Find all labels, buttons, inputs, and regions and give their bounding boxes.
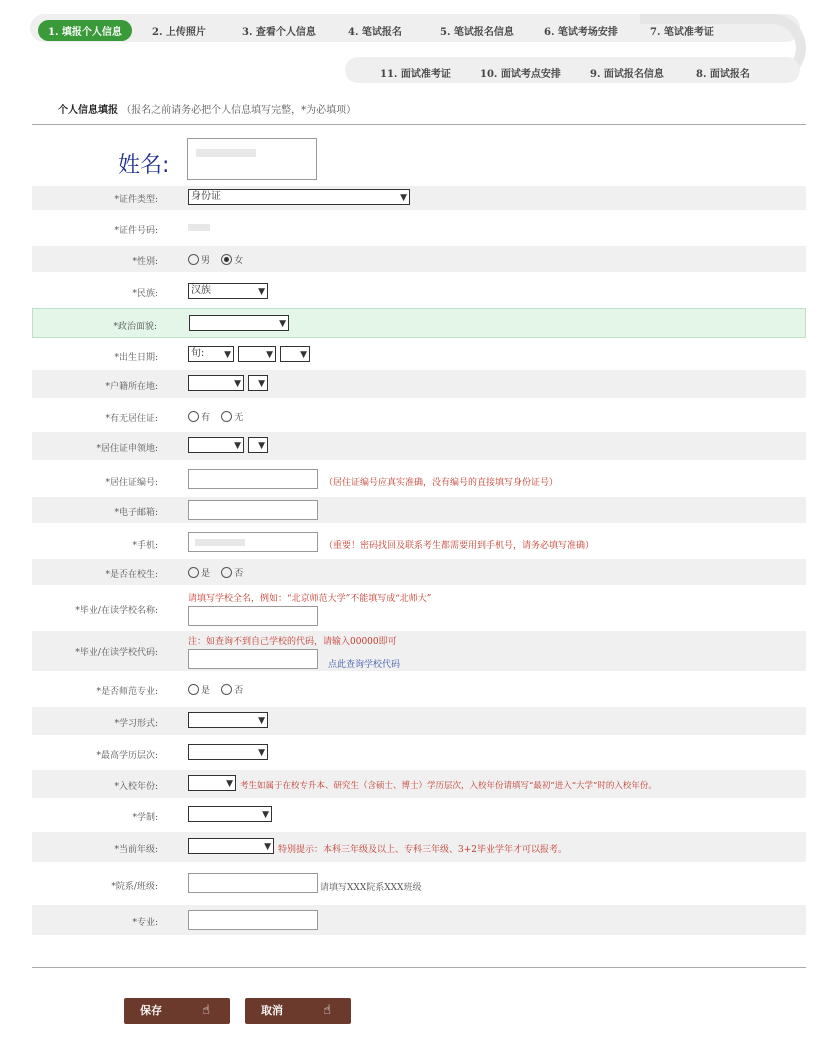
is-student-radio-group	[188, 566, 251, 579]
step-written-exam-info[interactable]: 5. 笔试报名信息	[440, 27, 514, 38]
is-normal-label: *是否师范专业:	[96, 687, 158, 697]
is-normal-no-label: 否	[234, 686, 244, 696]
grade-select[interactable]	[188, 838, 274, 854]
row-duration	[32, 801, 806, 829]
name-label: 姓名:	[118, 153, 170, 178]
row-is-student	[32, 559, 806, 585]
chevron-down-icon: ▼	[258, 748, 265, 758]
school-name-input[interactable]	[188, 606, 318, 626]
chevron-down-icon: ▼	[264, 842, 271, 852]
residence-no-input[interactable]	[188, 469, 318, 489]
household-label: *户籍所在地:	[105, 382, 158, 392]
school-name-note: 请填写学校全名，例如：“北京师范大学”不能填写成“北师大”	[188, 594, 432, 604]
phone-input[interactable]	[188, 532, 318, 552]
is-student-yes-label: 是	[201, 569, 211, 579]
major-input[interactable]	[188, 910, 318, 930]
school-code-input[interactable]	[188, 649, 318, 669]
grade-note: 特别提示：本科三年级及以上、专科三年级、3+2毕业学年才可以报考。	[278, 845, 567, 855]
study-form-select[interactable]	[188, 712, 268, 728]
chevron-down-icon: ▼	[300, 350, 307, 360]
is-normal-yes-label: 是	[201, 686, 211, 696]
phone-note: （重要！密码找回及联系考生都需要用到手机号，请务必填写准确）	[324, 541, 595, 551]
school-code-lookup-link[interactable]: 点此查询学校代码	[328, 660, 401, 670]
birth-year-value: 旬:	[191, 348, 205, 359]
has-residence-label: *有无居住证:	[105, 414, 158, 424]
residence-city-select[interactable]	[248, 437, 268, 453]
cancel-button[interactable]	[245, 998, 351, 1024]
step-written-exam-room[interactable]: 6. 笔试考场安排	[544, 27, 618, 38]
gender-female-radio[interactable]	[221, 254, 232, 265]
divider	[32, 124, 806, 125]
school-code-label: *毕业/在读学校代码:	[75, 648, 158, 658]
study-form-label: *学习形式:	[114, 719, 158, 729]
household-province-select[interactable]	[188, 375, 244, 391]
grade-label: *当前年级:	[114, 845, 158, 855]
edu-level-label: *最高学历层次:	[96, 751, 158, 761]
chevron-down-icon: ▼	[226, 779, 233, 789]
row-ethnicity	[32, 278, 806, 304]
row-id-number	[32, 215, 806, 241]
gender-male-label: 男	[201, 256, 211, 266]
step-navigation	[0, 0, 831, 100]
is-normal-yes-radio[interactable]	[188, 684, 199, 695]
id-number-label: *证件号码:	[114, 226, 158, 236]
has-residence-no-label: 无	[234, 413, 244, 423]
row-edu-level	[32, 739, 806, 767]
is-student-yes-radio[interactable]	[188, 567, 199, 578]
major-label: *专业:	[132, 918, 158, 928]
enroll-year-note: 考生如属于在校专升本、研究生（含硕士、博士）学历层次，入校年份请填写“最初”进入“大学”时的入校年份。	[240, 781, 657, 791]
section-title-text: 个人信息填报	[58, 105, 118, 116]
gender-male-radio[interactable]	[188, 254, 199, 265]
political-label: *政治面貌:	[113, 322, 157, 332]
chevron-down-icon: ▼	[258, 379, 265, 389]
birth-day-select[interactable]	[280, 346, 310, 362]
residence-no-label: *居住证编号:	[105, 478, 158, 488]
step-fill-personal-info[interactable]: 1. 填报个人信息	[38, 20, 132, 41]
row-study-form	[32, 707, 806, 735]
id-type-select[interactable]	[188, 189, 410, 205]
redacted-phone	[195, 539, 245, 546]
bottom-divider	[32, 967, 806, 968]
row-political	[32, 308, 806, 338]
chevron-down-icon: ▼	[234, 379, 241, 389]
ethnicity-value: 汉族	[191, 285, 211, 296]
row-has-residence	[32, 402, 806, 428]
email-label: *电子邮箱:	[114, 508, 158, 518]
row-household	[32, 370, 806, 398]
is-normal-radio-group	[188, 683, 251, 696]
household-city-select[interactable]	[248, 375, 268, 391]
step-view-personal-info[interactable]: 3. 查看个人信息	[242, 27, 316, 38]
dept-class-note: 请填写XXX院系XXX班级	[320, 883, 422, 893]
section-title	[58, 101, 356, 116]
row-id-type	[32, 186, 806, 210]
step-interview-location[interactable]: 10. 面试考点安排	[480, 69, 561, 80]
id-type-value: 身份证	[191, 191, 221, 202]
row-dept-class	[32, 869, 806, 901]
phone-label: *手机:	[132, 541, 158, 551]
chevron-down-icon: ▼	[224, 350, 231, 360]
chevron-down-icon: ▼	[258, 441, 265, 451]
school-name-label: *毕业/在读学校名称:	[75, 606, 158, 616]
row-major	[32, 905, 806, 935]
gender-radio-group	[188, 253, 251, 266]
row-birthdate	[32, 342, 806, 368]
step-interview-signup-info[interactable]: 9. 面试报名信息	[590, 69, 664, 80]
step-interview-signup[interactable]: 8. 面试报名	[696, 69, 750, 80]
chevron-down-icon: ▼	[400, 193, 407, 203]
row-residence-no	[32, 465, 806, 495]
residence-no-note: （居住证编号应真实准确，没有编号的直接填写身份证号）	[324, 478, 559, 488]
row-school-name	[32, 589, 806, 629]
chevron-down-icon: ▼	[258, 287, 265, 297]
is-student-label: *是否在校生:	[105, 570, 158, 580]
edu-level-select[interactable]	[188, 744, 268, 760]
chevron-down-icon: ▼	[258, 716, 265, 726]
residence-province-select[interactable]	[188, 437, 244, 453]
dept-class-label: *院系/班级:	[111, 882, 158, 892]
row-enroll-year	[32, 770, 806, 798]
row-grade	[32, 832, 806, 862]
gender-label: *性别:	[132, 257, 158, 267]
duration-select[interactable]	[188, 806, 272, 822]
has-residence-radio-group	[188, 410, 251, 423]
has-residence-yes-label: 有	[201, 413, 211, 423]
school-code-note: 注：如查询不到自己学校的代码，请输入00000即可	[188, 637, 397, 647]
has-residence-no-radio[interactable]	[221, 411, 232, 422]
section-hint: （报名之前请务必把个人信息填写完整，*为必填项）	[121, 105, 357, 116]
step-upload-photo[interactable]: 2. 上传照片	[152, 27, 206, 38]
cancel-button-label: 取消	[261, 1004, 283, 1017]
political-select[interactable]	[189, 315, 289, 331]
residence-place-label: *居住证申领地:	[96, 444, 158, 454]
redacted-id-number	[188, 224, 210, 231]
redacted-name	[196, 149, 256, 157]
id-type-label: *证件类型:	[114, 195, 158, 205]
chevron-down-icon: ▼	[262, 810, 269, 820]
is-normal-no-radio[interactable]	[221, 684, 232, 695]
enroll-year-select[interactable]	[188, 775, 236, 791]
step-interview-admission-ticket[interactable]: 11. 面试准考证	[380, 69, 451, 80]
chevron-down-icon: ▼	[234, 441, 241, 451]
name-field[interactable]	[187, 138, 317, 180]
row-phone	[32, 528, 806, 558]
row-email	[32, 497, 806, 523]
has-residence-yes-radio[interactable]	[188, 411, 199, 422]
step-written-admission-ticket[interactable]: 7. 笔试准考证	[650, 27, 714, 38]
ethnicity-select[interactable]	[188, 283, 268, 299]
chevron-down-icon: ▼	[279, 319, 286, 329]
row-is-normal	[32, 676, 806, 702]
save-button[interactable]	[124, 998, 230, 1024]
is-student-no-radio[interactable]	[221, 567, 232, 578]
step-written-exam-signup[interactable]: 4. 笔试报名	[348, 27, 402, 38]
save-button-label: 保存	[140, 1004, 162, 1017]
hand-pointer-icon: ☝	[202, 1003, 210, 1018]
birthdate-label: *出生日期:	[114, 353, 158, 363]
ethnicity-label: *民族:	[132, 289, 158, 299]
enroll-year-label: *入校年份:	[114, 782, 158, 792]
hand-pointer-icon: ☝	[323, 1003, 331, 1018]
row-residence-place	[32, 432, 806, 460]
birth-year-select[interactable]	[188, 346, 234, 362]
dept-class-input[interactable]	[188, 873, 318, 893]
email-input[interactable]	[188, 500, 318, 520]
row-school-code	[32, 631, 806, 671]
row-gender	[32, 246, 806, 272]
gender-female-label: 女	[234, 256, 244, 266]
is-student-no-label: 否	[234, 569, 244, 579]
birth-month-select[interactable]	[238, 346, 276, 362]
duration-label: *学制:	[132, 813, 158, 823]
chevron-down-icon: ▼	[266, 350, 273, 360]
